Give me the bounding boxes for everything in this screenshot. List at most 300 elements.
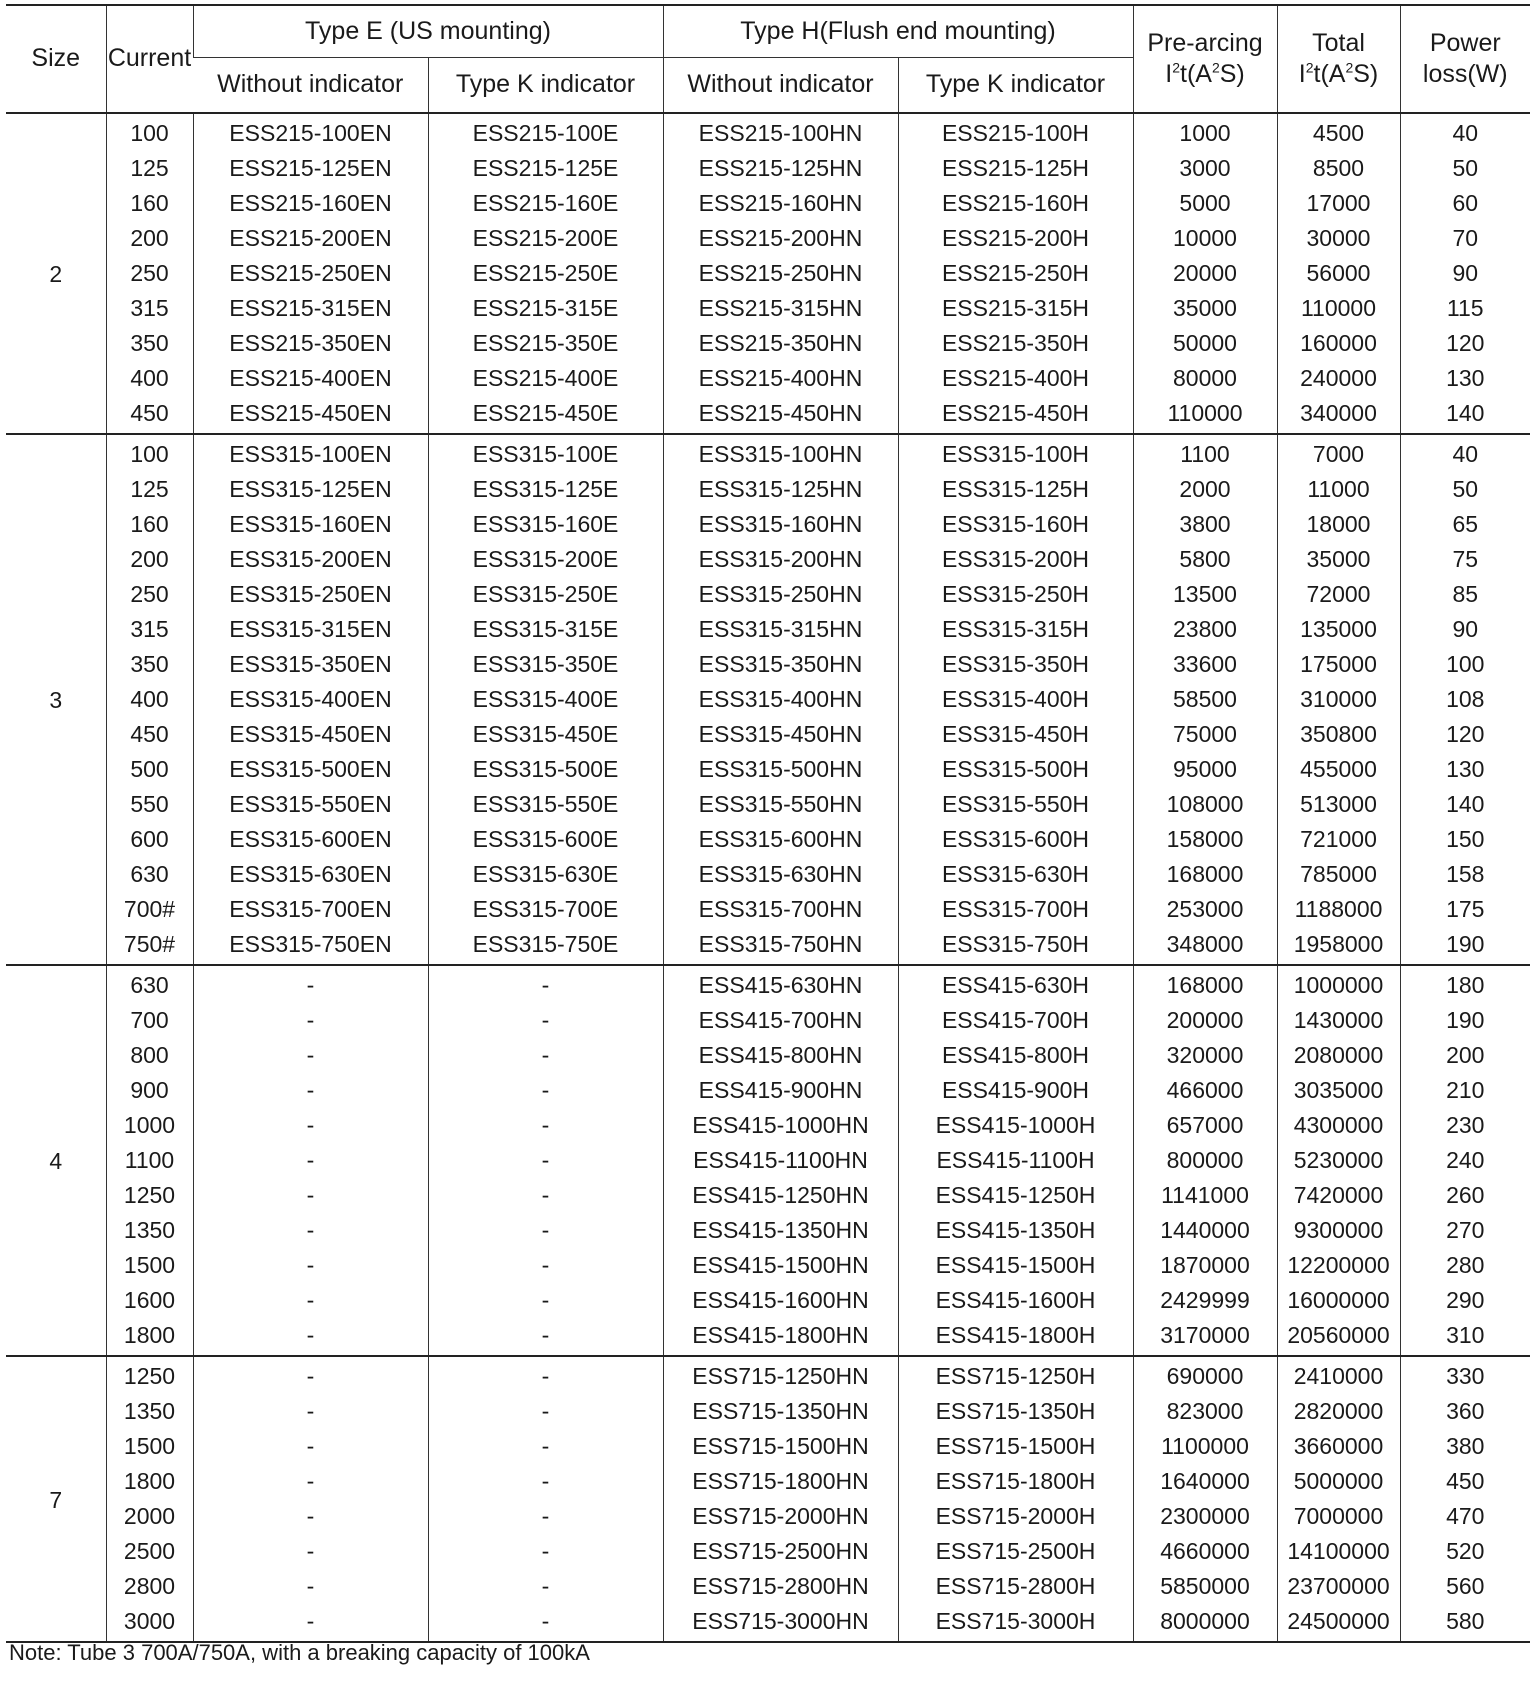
type-h-without-indicator-cell: ESS715-3000HN [663, 1604, 898, 1642]
prearcing-i2t-cell: 80000 [1133, 361, 1277, 396]
table-row [6, 1143, 1530, 1178]
power-loss-cell: 190 [1400, 927, 1530, 965]
table-row [6, 1108, 1530, 1143]
current-cell: 160 [106, 507, 193, 542]
power-loss-cell: 50 [1400, 151, 1530, 186]
type-e-type-k-indicator-cell: - [428, 1038, 663, 1073]
header-total-i: I [1298, 60, 1306, 88]
current-cell: 350 [106, 647, 193, 682]
prearcing-i2t-cell: 8000000 [1133, 1604, 1277, 1642]
prearcing-i2t-cell: 35000 [1133, 291, 1277, 326]
type-e-type-k-indicator-cell: ESS215-100E [428, 113, 663, 151]
type-e-type-k-indicator-cell: - [428, 1534, 663, 1569]
prearcing-i2t-cell: 348000 [1133, 927, 1277, 965]
power-loss-cell: 70 [1400, 221, 1530, 256]
power-loss-cell: 360 [1400, 1394, 1530, 1429]
type-e-type-k-indicator-cell: - [428, 1569, 663, 1604]
table-row [6, 612, 1530, 647]
type-h-type-k-indicator-cell: ESS215-315H [898, 291, 1133, 326]
size-group [6, 113, 1530, 434]
current-cell: 700# [106, 892, 193, 927]
header-power-loss [1400, 5, 1530, 113]
current-cell: 2500 [106, 1534, 193, 1569]
type-h-without-indicator-cell: ESS415-800HN [663, 1038, 898, 1073]
type-h-without-indicator-cell: ESS715-2500HN [663, 1534, 898, 1569]
type-h-type-k-indicator-cell: ESS415-1250H [898, 1178, 1133, 1213]
type-h-type-k-indicator-cell: ESS315-550H [898, 787, 1133, 822]
prearcing-i2t-cell: 108000 [1133, 787, 1277, 822]
type-e-type-k-indicator-cell: - [428, 1464, 663, 1499]
power-loss-cell: 290 [1400, 1283, 1530, 1318]
current-cell: 315 [106, 612, 193, 647]
type-h-type-k-indicator-cell: ESS315-100H [898, 434, 1133, 472]
type-e-without-indicator-cell: ESS215-200EN [193, 221, 428, 256]
type-e-without-indicator-cell: - [193, 1429, 428, 1464]
table-row [6, 151, 1530, 186]
type-e-type-k-indicator-cell: ESS315-600E [428, 822, 663, 857]
type-h-type-k-indicator-cell: ESS715-1500H [898, 1429, 1133, 1464]
type-e-without-indicator-cell: ESS315-630EN [193, 857, 428, 892]
type-e-type-k-indicator-cell: - [428, 1604, 663, 1642]
type-h-without-indicator-cell: ESS215-400HN [663, 361, 898, 396]
type-e-without-indicator-cell: - [193, 1003, 428, 1038]
type-h-type-k-indicator-cell: ESS715-1350H [898, 1394, 1133, 1429]
type-h-without-indicator-cell: ESS415-1250HN [663, 1178, 898, 1213]
table-row [6, 472, 1530, 507]
prearcing-i2t-cell: 253000 [1133, 892, 1277, 927]
header-power-title: Power [1429, 28, 1501, 57]
type-h-type-k-indicator-cell: ESS215-250H [898, 256, 1133, 291]
prearcing-i2t-cell: 2300000 [1133, 1499, 1277, 1534]
total-i2t-cell: 110000 [1277, 291, 1400, 326]
type-e-type-k-indicator-cell: ESS315-350E [428, 647, 663, 682]
total-i2t-cell: 175000 [1277, 647, 1400, 682]
table-row [6, 361, 1530, 396]
type-h-type-k-indicator-cell: ESS715-2500H [898, 1534, 1133, 1569]
type-h-without-indicator-cell: ESS415-1000HN [663, 1108, 898, 1143]
prearcing-i2t-cell: 1141000 [1133, 1178, 1277, 1213]
prearcing-i2t-cell: 33600 [1133, 647, 1277, 682]
power-loss-cell: 85 [1400, 577, 1530, 612]
current-cell: 1500 [106, 1429, 193, 1464]
prearcing-i2t-cell: 50000 [1133, 326, 1277, 361]
power-loss-cell: 50 [1400, 472, 1530, 507]
table-row [6, 1213, 1530, 1248]
type-h-type-k-indicator-cell: ESS215-160H [898, 186, 1133, 221]
type-h-without-indicator-cell: ESS315-350HN [663, 647, 898, 682]
prearcing-i2t-cell: 110000 [1133, 396, 1277, 434]
power-loss-cell: 450 [1400, 1464, 1530, 1499]
power-loss-cell: 175 [1400, 892, 1530, 927]
total-i2t-cell: 3035000 [1277, 1073, 1400, 1108]
type-e-type-k-indicator-cell: ESS315-450E [428, 717, 663, 752]
current-cell: 125 [106, 472, 193, 507]
type-h-type-k-indicator-cell: ESS415-1000H [898, 1108, 1133, 1143]
power-loss-cell: 120 [1400, 326, 1530, 361]
type-h-type-k-indicator-cell: ESS215-400H [898, 361, 1133, 396]
type-h-without-indicator-cell: ESS715-2800HN [663, 1569, 898, 1604]
type-e-type-k-indicator-cell: ESS315-500E [428, 752, 663, 787]
current-cell: 3000 [106, 1604, 193, 1642]
type-e-type-k-indicator-cell: - [428, 1248, 663, 1283]
type-e-type-k-indicator-cell: - [428, 1499, 663, 1534]
total-i2t-cell: 7000 [1277, 434, 1400, 472]
total-i2t-cell: 4500 [1277, 113, 1400, 151]
header-prearcing-sup-2: 2 [1211, 59, 1220, 76]
current-cell: 2800 [106, 1569, 193, 1604]
type-h-without-indicator-cell: ESS315-700HN [663, 892, 898, 927]
type-e-without-indicator-cell: ESS315-750EN [193, 927, 428, 965]
type-e-type-k-indicator-cell: ESS315-700E [428, 892, 663, 927]
table-row [6, 717, 1530, 752]
prearcing-i2t-cell: 5800 [1133, 542, 1277, 577]
total-i2t-cell: 350800 [1277, 717, 1400, 752]
current-cell: 1250 [106, 1178, 193, 1213]
type-e-without-indicator-cell: ESS315-315EN [193, 612, 428, 647]
table-row [6, 1003, 1530, 1038]
type-e-without-indicator-cell: ESS315-100EN [193, 434, 428, 472]
type-h-type-k-indicator-cell: ESS315-350H [898, 647, 1133, 682]
type-h-without-indicator-cell: ESS315-550HN [663, 787, 898, 822]
type-h-without-indicator-cell: ESS315-630HN [663, 857, 898, 892]
prearcing-i2t-cell: 2429999 [1133, 1283, 1277, 1318]
type-h-without-indicator-cell: ESS415-1800HN [663, 1318, 898, 1356]
type-e-without-indicator-cell: - [193, 965, 428, 1003]
power-loss-cell: 280 [1400, 1248, 1530, 1283]
size-cell: 2 [49, 261, 63, 287]
type-e-type-k-indicator-cell: ESS315-250E [428, 577, 663, 612]
table-row [6, 682, 1530, 717]
power-loss-cell: 330 [1400, 1356, 1530, 1394]
prearcing-i2t-cell: 3170000 [1133, 1318, 1277, 1356]
type-h-type-k-indicator-cell: ESS415-1100H [898, 1143, 1133, 1178]
type-e-without-indicator-cell: - [193, 1318, 428, 1356]
total-i2t-cell: 72000 [1277, 577, 1400, 612]
type-e-type-k-indicator-cell: - [428, 1356, 663, 1394]
total-i2t-cell: 513000 [1277, 787, 1400, 822]
current-cell: 450 [106, 717, 193, 752]
current-cell: 250 [106, 256, 193, 291]
type-e-type-k-indicator-cell: ESS315-550E [428, 787, 663, 822]
type-h-type-k-indicator-cell: ESS215-200H [898, 221, 1133, 256]
type-e-type-k-indicator-cell: ESS315-400E [428, 682, 663, 717]
type-e-without-indicator-cell: ESS215-100EN [193, 113, 428, 151]
table-row [6, 326, 1530, 361]
type-e-without-indicator-cell: - [193, 1178, 428, 1213]
total-i2t-cell: 7000000 [1277, 1499, 1400, 1534]
table-row [6, 113, 1530, 151]
current-cell: 125 [106, 151, 193, 186]
type-e-without-indicator-cell: ESS315-125EN [193, 472, 428, 507]
size-cell: 7 [49, 1486, 63, 1513]
total-i2t-cell: 24500000 [1277, 1604, 1400, 1642]
table-row [6, 1429, 1530, 1464]
table-row [6, 186, 1530, 221]
prearcing-i2t-cell: 23800 [1133, 612, 1277, 647]
type-h-type-k-indicator-cell: ESS415-630H [898, 965, 1133, 1003]
total-i2t-cell: 16000000 [1277, 1283, 1400, 1318]
type-e-type-k-indicator-cell: ESS215-250E [428, 256, 663, 291]
table-row [6, 577, 1530, 612]
current-cell: 200 [106, 221, 193, 256]
table-row [6, 752, 1530, 787]
type-h-type-k-indicator-cell: ESS315-200H [898, 542, 1133, 577]
table-row [6, 927, 1530, 965]
type-e-type-k-indicator-cell: - [428, 1073, 663, 1108]
power-loss-cell: 90 [1400, 256, 1530, 291]
type-e-type-k-indicator-cell: ESS215-200E [428, 221, 663, 256]
header-total-s: S) [1353, 60, 1379, 88]
type-h-type-k-indicator-cell: ESS315-500H [898, 752, 1133, 787]
type-h-type-k-indicator-cell: ESS315-250H [898, 577, 1133, 612]
prearcing-i2t-cell: 3800 [1133, 507, 1277, 542]
type-e-without-indicator-cell: ESS215-250EN [193, 256, 428, 291]
table-row [6, 1038, 1530, 1073]
header-prearcing-title: Pre-arcing [1147, 28, 1263, 57]
table-header [6, 5, 1530, 113]
type-e-without-indicator-cell: ESS315-450EN [193, 717, 428, 752]
current-cell: 1800 [106, 1318, 193, 1356]
type-e-type-k-indicator-cell: - [428, 1108, 663, 1143]
total-i2t-cell: 8500 [1277, 151, 1400, 186]
type-h-without-indicator-cell: ESS315-315HN [663, 612, 898, 647]
total-i2t-cell: 35000 [1277, 542, 1400, 577]
total-i2t-cell: 2410000 [1277, 1356, 1400, 1394]
header-power-unit: loss(W) [1422, 60, 1508, 88]
total-i2t-cell: 23700000 [1277, 1569, 1400, 1604]
type-h-type-k-indicator-cell: ESS415-1800H [898, 1318, 1133, 1356]
type-h-without-indicator-cell: ESS315-250HN [663, 577, 898, 612]
table-row [6, 1569, 1530, 1604]
total-i2t-cell: 14100000 [1277, 1534, 1400, 1569]
prearcing-i2t-cell: 20000 [1133, 256, 1277, 291]
power-loss-cell: 380 [1400, 1429, 1530, 1464]
type-e-without-indicator-cell: - [193, 1143, 428, 1178]
current-cell: 100 [106, 113, 193, 151]
size-group [6, 1356, 1530, 1642]
type-h-type-k-indicator-cell: ESS315-160H [898, 507, 1133, 542]
total-i2t-cell: 4300000 [1277, 1108, 1400, 1143]
power-loss-cell: 40 [1400, 113, 1530, 151]
header-prearcing-s: S) [1219, 60, 1245, 88]
power-loss-cell: 130 [1400, 752, 1530, 787]
type-h-without-indicator-cell: ESS215-200HN [663, 221, 898, 256]
total-i2t-cell: 5000000 [1277, 1464, 1400, 1499]
type-e-type-k-indicator-cell: ESS315-315E [428, 612, 663, 647]
power-loss-cell: 580 [1400, 1604, 1530, 1642]
type-h-without-indicator-cell: ESS415-1350HN [663, 1213, 898, 1248]
prearcing-i2t-cell: 4660000 [1133, 1534, 1277, 1569]
type-h-type-k-indicator-cell: ESS315-315H [898, 612, 1133, 647]
prearcing-i2t-cell: 5000 [1133, 186, 1277, 221]
prearcing-i2t-cell: 466000 [1133, 1073, 1277, 1108]
header-e-type-k-indicator: Type K indicator [428, 58, 663, 114]
current-cell: 400 [106, 682, 193, 717]
type-e-type-k-indicator-cell: ESS315-100E [428, 434, 663, 472]
table-row [6, 1318, 1530, 1356]
type-h-without-indicator-cell: ESS215-100HN [663, 113, 898, 151]
type-e-without-indicator-cell: ESS315-250EN [193, 577, 428, 612]
type-e-without-indicator-cell: - [193, 1464, 428, 1499]
total-i2t-cell: 20560000 [1277, 1318, 1400, 1356]
type-h-type-k-indicator-cell: ESS315-630H [898, 857, 1133, 892]
type-e-type-k-indicator-cell: ESS315-750E [428, 927, 663, 965]
power-loss-cell: 115 [1400, 291, 1530, 326]
total-i2t-cell: 7420000 [1277, 1178, 1400, 1213]
total-i2t-cell: 2820000 [1277, 1394, 1400, 1429]
type-h-without-indicator-cell: ESS415-1100HN [663, 1143, 898, 1178]
table-row [6, 1248, 1530, 1283]
type-h-type-k-indicator-cell: ESS415-800H [898, 1038, 1133, 1073]
total-i2t-cell: 455000 [1277, 752, 1400, 787]
header-total-title: Total [1312, 28, 1365, 57]
header-current: Current [106, 5, 193, 113]
prearcing-i2t-cell: 95000 [1133, 752, 1277, 787]
type-h-without-indicator-cell: ESS715-1350HN [663, 1394, 898, 1429]
type-h-type-k-indicator-cell: ESS315-750H [898, 927, 1133, 965]
prearcing-i2t-cell: 3000 [1133, 151, 1277, 186]
header-total-t: t(A [1313, 60, 1346, 88]
prearcing-i2t-cell: 1000 [1133, 113, 1277, 151]
header-prearcing-sup-1: 2 [1172, 59, 1180, 76]
current-cell: 400 [106, 361, 193, 396]
type-e-type-k-indicator-cell: ESS215-160E [428, 186, 663, 221]
type-h-type-k-indicator-cell: ESS415-1600H [898, 1283, 1133, 1318]
table-row [6, 507, 1530, 542]
total-i2t-cell: 1958000 [1277, 927, 1400, 965]
type-e-without-indicator-cell: ESS215-400EN [193, 361, 428, 396]
type-h-type-k-indicator-cell: ESS215-350H [898, 326, 1133, 361]
type-e-type-k-indicator-cell: - [428, 965, 663, 1003]
header-h-without-indicator: Without indicator [663, 58, 898, 114]
type-e-without-indicator-cell: - [193, 1356, 428, 1394]
power-loss-cell: 200 [1400, 1038, 1530, 1073]
type-h-type-k-indicator-cell: ESS315-450H [898, 717, 1133, 752]
type-h-type-k-indicator-cell: ESS415-1350H [898, 1213, 1133, 1248]
fuse-spec-sheet [6, 4, 1530, 1643]
power-loss-cell: 75 [1400, 542, 1530, 577]
type-e-type-k-indicator-cell: ESS215-400E [428, 361, 663, 396]
prearcing-i2t-cell: 1100000 [1133, 1429, 1277, 1464]
type-e-type-k-indicator-cell: - [428, 1318, 663, 1356]
current-cell: 700 [106, 1003, 193, 1038]
type-h-type-k-indicator-cell: ESS215-450H [898, 396, 1133, 434]
total-i2t-cell: 1188000 [1277, 892, 1400, 927]
current-cell: 1250 [106, 1356, 193, 1394]
type-h-type-k-indicator-cell: ESS715-1250H [898, 1356, 1133, 1394]
type-e-without-indicator-cell: - [193, 1283, 428, 1318]
power-loss-cell: 140 [1400, 787, 1530, 822]
type-e-type-k-indicator-cell: ESS315-630E [428, 857, 663, 892]
prearcing-i2t-cell: 168000 [1133, 965, 1277, 1003]
type-e-without-indicator-cell: - [193, 1248, 428, 1283]
current-cell: 750# [106, 927, 193, 965]
type-e-without-indicator-cell: ESS215-315EN [193, 291, 428, 326]
current-cell: 450 [106, 396, 193, 434]
header-h-type-k-indicator: Type K indicator [898, 58, 1133, 114]
table-row [6, 1356, 1530, 1394]
power-loss-cell: 240 [1400, 1143, 1530, 1178]
table-row [6, 221, 1530, 256]
table-row [6, 1534, 1530, 1569]
prearcing-i2t-cell: 168000 [1133, 857, 1277, 892]
total-i2t-cell: 12200000 [1277, 1248, 1400, 1283]
table-row [6, 1283, 1530, 1318]
type-e-without-indicator-cell: ESS215-350EN [193, 326, 428, 361]
power-loss-cell: 180 [1400, 965, 1530, 1003]
total-i2t-cell: 340000 [1277, 396, 1400, 434]
footnote: Note: Tube 3 700A/750A, with a breaking capacity of 100kA [9, 1640, 590, 1665]
type-h-type-k-indicator-cell: ESS315-125H [898, 472, 1133, 507]
type-e-without-indicator-cell: ESS315-350EN [193, 647, 428, 682]
type-h-without-indicator-cell: ESS315-600HN [663, 822, 898, 857]
prearcing-i2t-cell: 1100 [1133, 434, 1277, 472]
type-e-without-indicator-cell: ESS215-125EN [193, 151, 428, 186]
type-h-without-indicator-cell: ESS215-125HN [663, 151, 898, 186]
power-loss-cell: 560 [1400, 1569, 1530, 1604]
type-h-without-indicator-cell: ESS315-160HN [663, 507, 898, 542]
total-i2t-cell: 1000000 [1277, 965, 1400, 1003]
power-loss-cell: 210 [1400, 1073, 1530, 1108]
type-e-type-k-indicator-cell: - [428, 1003, 663, 1038]
type-e-without-indicator-cell: ESS215-160EN [193, 186, 428, 221]
power-loss-cell: 470 [1400, 1499, 1530, 1534]
type-e-type-k-indicator-cell: ESS215-125E [428, 151, 663, 186]
header-prearcing-i: I [1165, 60, 1173, 88]
type-h-without-indicator-cell: ESS715-1250HN [663, 1356, 898, 1394]
type-e-type-k-indicator-cell: ESS315-125E [428, 472, 663, 507]
power-loss-cell: 60 [1400, 186, 1530, 221]
total-i2t-cell: 160000 [1277, 326, 1400, 361]
prearcing-i2t-cell: 10000 [1133, 221, 1277, 256]
current-cell: 1600 [106, 1283, 193, 1318]
current-cell: 200 [106, 542, 193, 577]
table-row [6, 1464, 1530, 1499]
current-cell: 900 [106, 1073, 193, 1108]
type-h-type-k-indicator-cell: ESS715-2000H [898, 1499, 1133, 1534]
type-h-without-indicator-cell: ESS415-630HN [663, 965, 898, 1003]
current-cell: 1800 [106, 1464, 193, 1499]
prearcing-i2t-cell: 58500 [1133, 682, 1277, 717]
total-i2t-cell: 2080000 [1277, 1038, 1400, 1073]
table-row [6, 647, 1530, 682]
type-h-type-k-indicator-cell: ESS315-600H [898, 822, 1133, 857]
current-cell: 1000 [106, 1108, 193, 1143]
type-h-type-k-indicator-cell: ESS715-3000H [898, 1604, 1133, 1642]
current-cell: 100 [106, 434, 193, 472]
power-loss-cell: 230 [1400, 1108, 1530, 1143]
prearcing-i2t-cell: 13500 [1133, 577, 1277, 612]
power-loss-cell: 270 [1400, 1213, 1530, 1248]
current-cell: 1350 [106, 1213, 193, 1248]
power-loss-cell: 190 [1400, 1003, 1530, 1038]
type-e-without-indicator-cell: - [193, 1394, 428, 1429]
type-e-without-indicator-cell: - [193, 1604, 428, 1642]
power-loss-cell: 90 [1400, 612, 1530, 647]
type-e-type-k-indicator-cell: - [428, 1143, 663, 1178]
type-h-type-k-indicator-cell: ESS215-100H [898, 113, 1133, 151]
type-e-without-indicator-cell: ESS315-700EN [193, 892, 428, 927]
type-e-type-k-indicator-cell: - [428, 1213, 663, 1248]
total-i2t-cell: 11000 [1277, 472, 1400, 507]
table-row [6, 822, 1530, 857]
type-e-without-indicator-cell: ESS315-500EN [193, 752, 428, 787]
type-e-without-indicator-cell: ESS315-400EN [193, 682, 428, 717]
power-loss-cell: 120 [1400, 717, 1530, 752]
prearcing-i2t-cell: 200000 [1133, 1003, 1277, 1038]
type-h-without-indicator-cell: ESS215-450HN [663, 396, 898, 434]
table-row [6, 1499, 1530, 1534]
